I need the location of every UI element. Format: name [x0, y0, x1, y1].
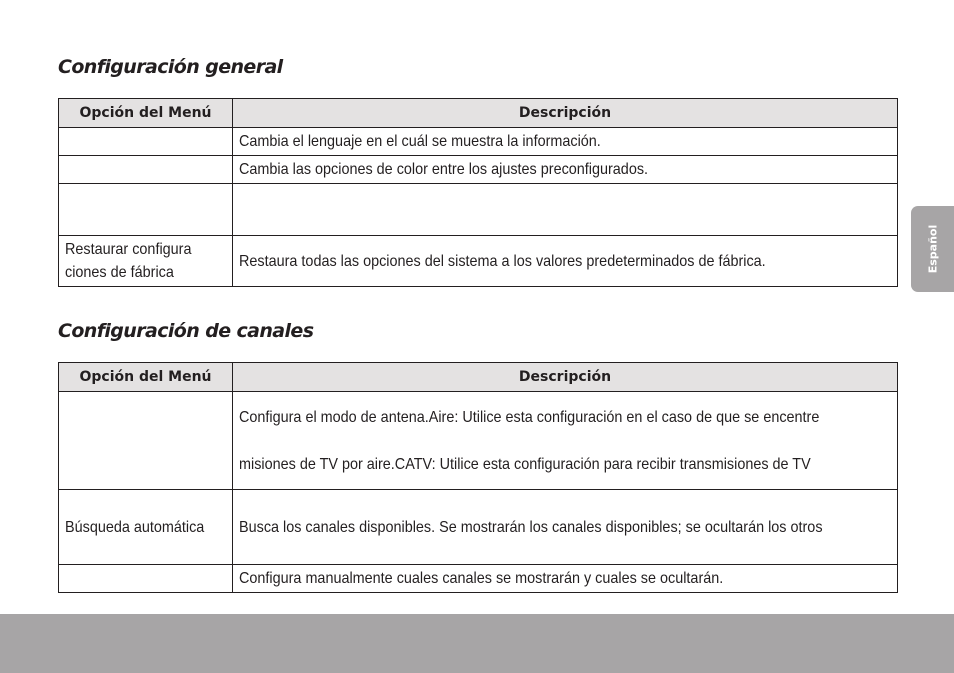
option-line: Restaurar configura	[65, 241, 192, 258]
table-header-row	[59, 363, 898, 392]
option-line: ciones de fábrica	[65, 264, 174, 281]
table-header-row	[59, 99, 898, 128]
general-settings-table	[58, 98, 898, 287]
language-tab	[911, 206, 954, 292]
section-title-general: Configuración general	[58, 56, 283, 78]
description-cell	[233, 184, 898, 236]
section-title-canales: Configuración de canales	[58, 320, 314, 342]
description-cell	[233, 392, 898, 490]
table-row	[59, 490, 898, 565]
option-cell	[59, 156, 233, 184]
column-header-description: Descripción	[233, 99, 898, 128]
table-row	[59, 236, 898, 287]
table-row	[59, 156, 898, 184]
description-line: Configura el modo de antena.Aire: Utilice esta configuración en el caso de que se encentre	[239, 408, 820, 426]
language-tab-label: Español	[926, 224, 939, 274]
description-cell: Cambia el lenguaje en el cuál se muestra la información.	[233, 128, 898, 156]
description-cell: Busca los canales disponibles. Se mostrarán los canales disponibles; se ocultarán los otros	[233, 490, 898, 565]
table-row	[59, 128, 898, 156]
column-header-option: Opción del Menú	[59, 363, 233, 392]
option-cell	[59, 184, 233, 236]
option-cell: Búsqueda automática	[59, 490, 233, 565]
channel-settings-table	[58, 362, 898, 593]
description-cell: Configura manualmente cuales canales se mostrarán y cuales se ocultarán.	[233, 565, 898, 593]
description-cell: Cambia las opciones de color entre los ajustes preconfigurados.	[233, 156, 898, 184]
table-row	[59, 565, 898, 593]
option-cell	[59, 565, 233, 593]
column-header-description: Descripción	[233, 363, 898, 392]
table-row	[59, 184, 898, 236]
option-cell	[59, 236, 233, 287]
description-line: misiones de TV por aire.CATV: Utilice esta configuración para recibir transmisiones de TV	[239, 455, 811, 473]
description-cell: Restaura todas las opciones del sistema a los valores predeterminados de fábrica.	[233, 236, 898, 287]
footer-bar	[0, 614, 954, 673]
column-header-option: Opción del Menú	[59, 99, 233, 128]
option-cell	[59, 392, 233, 490]
option-cell	[59, 128, 233, 156]
table-row	[59, 392, 898, 490]
